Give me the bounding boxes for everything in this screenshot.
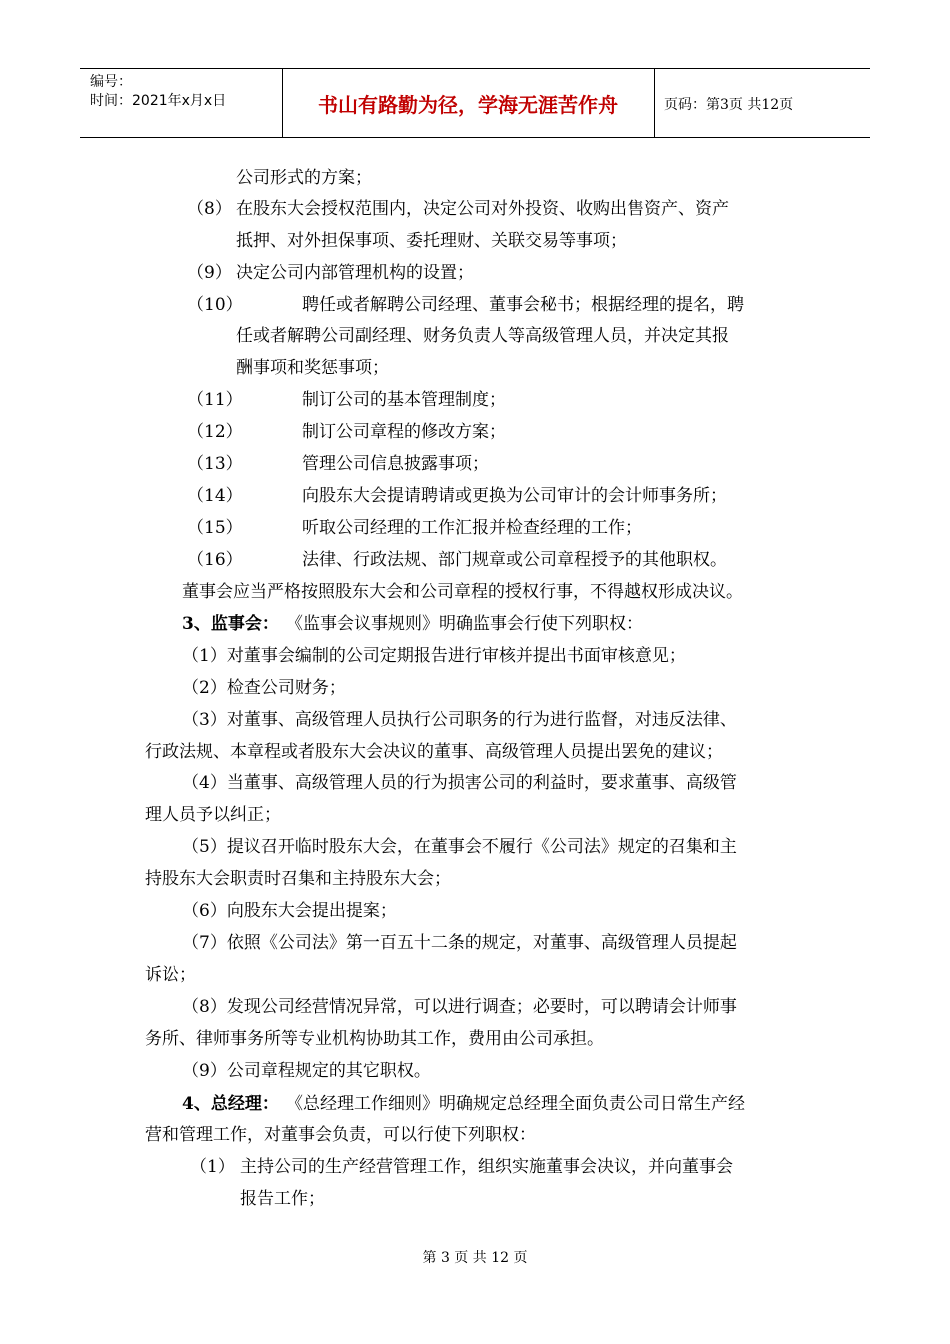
body-line: （7）依照《公司法》第一百五十二条的规定，对董事、高级管理人员提起 (182, 933, 737, 953)
body-line: 营和管理工作，对董事会负责，可以行使下列职权： (145, 1125, 536, 1145)
body-line: 听取公司经理的工作汇报并检查经理的工作； (302, 518, 642, 538)
list-marker: （15） (187, 518, 243, 538)
body-line: 诉讼； (145, 965, 196, 985)
section-heading: 3、监事会： (182, 614, 279, 634)
body-line: 制订公司章程的修改方案； (302, 422, 506, 442)
body-line: 制订公司的基本管理制度； (302, 390, 506, 410)
body-line: 行政法规、本章程或者股东大会决议的董事、高级管理人员提出罢免的建议； (145, 742, 723, 762)
body-line: 酬事项和奖惩事项； (236, 358, 389, 378)
body-line: 董事会应当严格按照股东大会和公司章程的授权行事，不得越权形成决议。 (182, 582, 743, 602)
body-line: （4）当董事、高级管理人员的行为损害公司的利益时，要求董事、高级管 (182, 773, 737, 793)
body-line: 抵押、对外担保事项、委托理财、关联交易等事项； (236, 231, 627, 251)
document-number-label: 编号： (90, 74, 132, 90)
list-marker: （14） (187, 486, 243, 506)
body-line: （1）对董事会编制的公司定期报告进行审核并提出书面审核意见； (182, 646, 686, 666)
header-meta-cell (80, 69, 283, 137)
body-line: 理人员予以纠正； (145, 805, 281, 825)
list-marker: （12） (187, 422, 243, 442)
body-line: 管理公司信息披露事项； (302, 454, 489, 474)
list-marker: （10） (187, 295, 243, 315)
body-line: 法律、行政法规、部门规章或公司章程授予的其他职权。 (302, 550, 727, 570)
header-motto: 书山有路勤为径，学海无涯苦作舟 (318, 93, 618, 117)
body-line: 向股东大会提请聘请或更换为公司审计的会计师事务所； (302, 486, 727, 506)
body-line: （2）检查公司财务； (182, 678, 346, 698)
body-line: 决定公司内部管理机构的设置； (236, 263, 474, 283)
body-line: 公司形式的方案； (236, 168, 372, 188)
body-line: （3）对董事、高级管理人员执行公司职务的行为进行监督，对违反法律、 (182, 710, 737, 730)
body-line: 《总经理工作细则》明确规定总经理全面负责公司日常生产经 (286, 1094, 745, 1114)
page-header (80, 68, 870, 138)
body-line: 报告工作； (240, 1189, 325, 1209)
body-line: （9）公司章程规定的其它职权。 (182, 1061, 431, 1081)
section-heading: 4、总经理： (182, 1094, 279, 1114)
document-date-label: 时间：2021年x月x日 (90, 93, 227, 109)
header-motto-cell (282, 69, 655, 137)
body-line: 任或者解聘公司副经理、财务负责人等高级管理人员，并决定其报 (236, 326, 729, 346)
list-marker: （13） (187, 454, 243, 474)
body-line: 《监事会议事规则》明确监事会行使下列职权： (286, 614, 643, 634)
page-footer: 第 3 页 共 12 页 (422, 1250, 528, 1266)
body-line: 主持公司的生产经营管理工作，组织实施董事会决议，并向董事会 (240, 1157, 733, 1177)
header-page-info: 页码：第3页 共12页 (664, 97, 794, 113)
body-line: 在股东大会授权范围内，决定公司对外投资、收购出售资产、资产 (236, 199, 729, 219)
list-marker: （9） (187, 263, 232, 283)
list-marker: （8） (187, 199, 232, 219)
list-marker: （11） (187, 390, 243, 410)
body-line: （5）提议召开临时股东大会，在董事会不履行《公司法》规定的召集和主 (182, 837, 737, 857)
body-line: 持股东大会职责时召集和主持股东大会； (145, 869, 451, 889)
body-line: （6）向股东大会提出提案； (182, 901, 397, 921)
list-marker: （16） (187, 550, 243, 570)
body-line: （8）发现公司经营情况异常，可以进行调查；必要时，可以聘请会计师事 (182, 997, 737, 1017)
list-marker: （1） (190, 1157, 235, 1177)
header-page-cell (654, 69, 870, 137)
body-line: 务所、律师事务所等专业机构协助其工作，费用由公司承担。 (145, 1029, 604, 1049)
body-line: 聘任或者解聘公司经理、董事会秘书；根据经理的提名，聘 (302, 295, 744, 315)
